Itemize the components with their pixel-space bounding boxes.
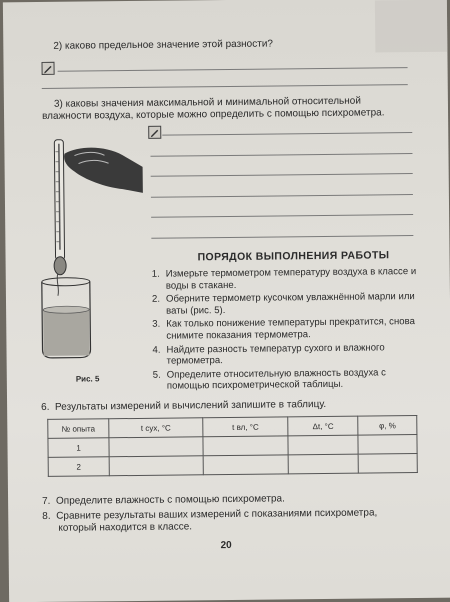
table-cell[interactable]	[358, 435, 417, 455]
pencil-icon	[148, 126, 161, 139]
table-cell[interactable]	[203, 436, 288, 456]
table-cell[interactable]	[109, 456, 203, 476]
row-number-cell: 2	[48, 457, 109, 477]
step-item: 1. Измерьте термометром температуру воздуха в классе и воды в стакане.	[152, 266, 420, 292]
header-cell: t вл, °C	[203, 417, 288, 437]
table-row	[48, 454, 417, 477]
answer-line[interactable]	[151, 214, 413, 218]
step-item: 5. Определите относительную влажность воздуха с помощью психрометрической таблицы.	[153, 367, 421, 393]
steps-list	[152, 266, 421, 395]
table-cell[interactable]	[203, 455, 288, 475]
question-2-text: 2) каково предельное значение этой разности?	[53, 39, 273, 53]
table-cell[interactable]	[288, 454, 358, 474]
results-table	[47, 415, 418, 477]
section-heading-order: ПОРЯДОК ВЫПОЛНЕНИЯ РАБОТЫ	[197, 249, 389, 263]
answer-line[interactable]	[150, 153, 412, 157]
hand-drawing	[64, 147, 143, 194]
row-number-cell: 1	[48, 438, 109, 458]
table-cell[interactable]	[288, 435, 358, 455]
workbook-page	[3, 0, 450, 602]
step-item: 3. Как только понижение температуры прекратится, снова снимите показания термометра.	[152, 316, 420, 342]
header-cell: t сух, °C	[109, 418, 203, 438]
item-8: 8. Сравните результаты ваших измерений с показаниями психрометра,	[42, 507, 377, 523]
answer-line[interactable]	[151, 194, 413, 198]
question-3-line-2: влажности воздуха, которые можно определить с помощью психрометра.	[42, 107, 385, 123]
answer-line[interactable]	[162, 132, 412, 136]
header-cell: № опыта	[48, 419, 109, 439]
answer-line[interactable]	[151, 173, 413, 177]
water	[43, 309, 89, 355]
item-7: 7. Определите влажность с помощью психрометра.	[42, 493, 285, 508]
header-cell: φ, %	[358, 416, 417, 436]
table-cell[interactable]	[109, 437, 203, 457]
item-6: 6. Результаты измерений и вычислений запишите в таблицу.	[41, 399, 326, 414]
table-cell[interactable]	[358, 454, 417, 474]
page-number: 20	[221, 540, 232, 551]
question-3-line-1: 3) каковы значения максимальной и минимальной относительной	[54, 96, 361, 111]
figure-caption: Рис. 5	[76, 374, 100, 383]
item-8-continued: который находится в классе.	[58, 521, 192, 534]
answer-line[interactable]	[42, 84, 408, 89]
header-cell: Δt, °C	[288, 416, 358, 436]
answer-line[interactable]	[58, 67, 408, 72]
step-item: 2. Оберните термометр кусочком увлажнённой марли или ваты (рис. 5).	[152, 291, 420, 317]
chapter-tab-decoration	[375, 0, 448, 52]
pencil-icon	[41, 62, 54, 75]
answer-line[interactable]	[151, 235, 413, 239]
step-item: 4. Найдите разность температур сухого и влажного термометра.	[152, 342, 420, 368]
gauze-bulb	[54, 257, 66, 275]
figure-psychrometer-illustration	[34, 131, 146, 362]
